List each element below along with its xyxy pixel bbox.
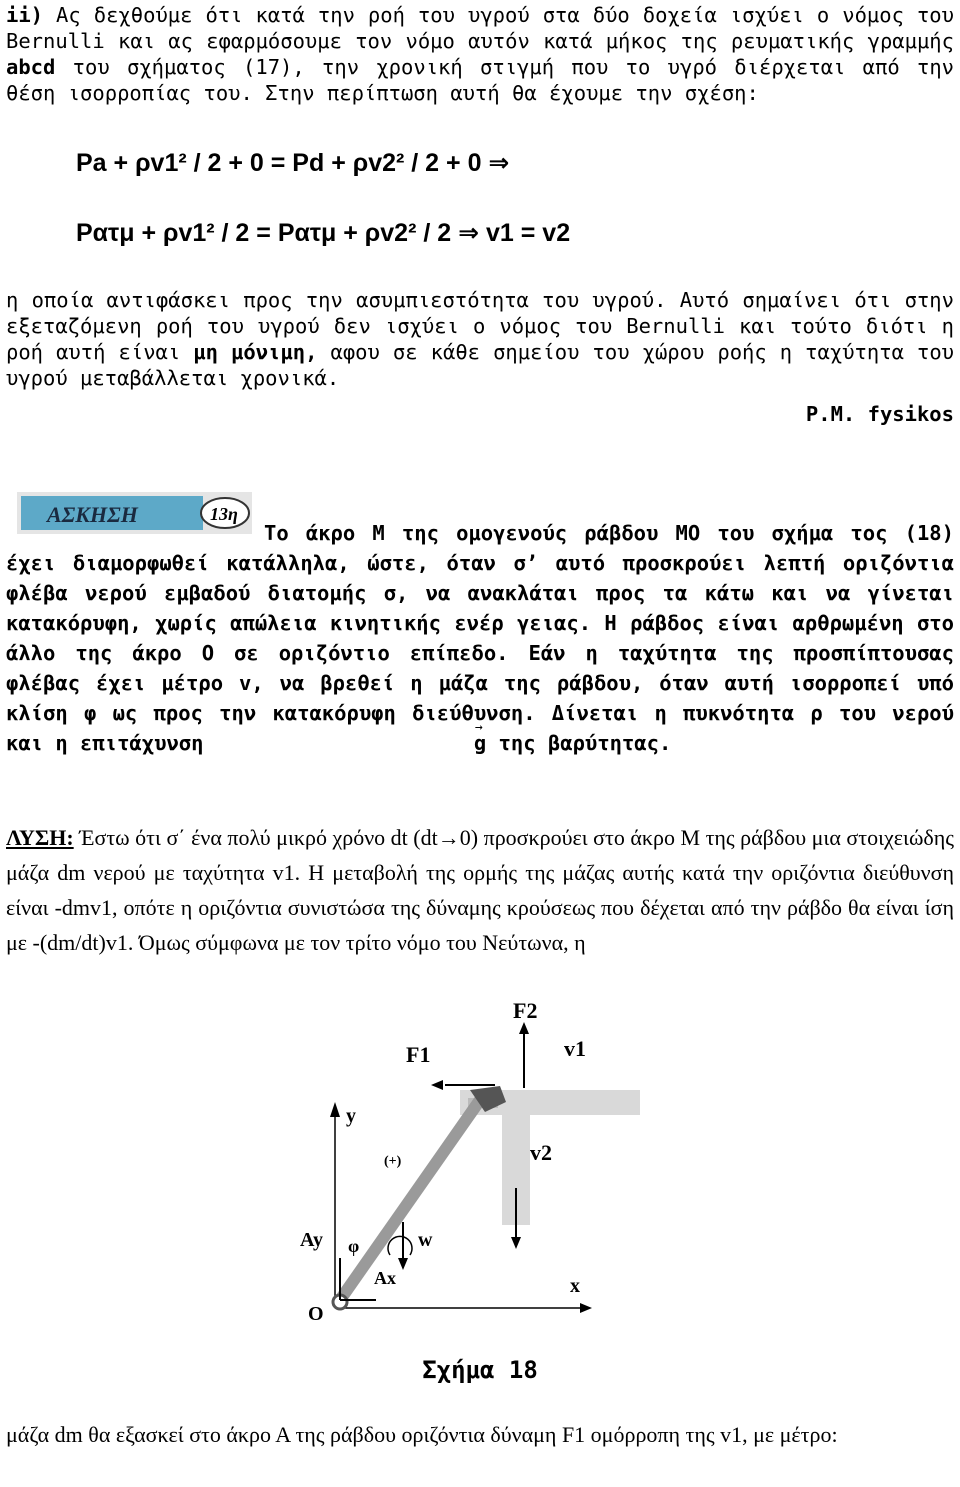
intro-label: ii) bbox=[6, 3, 44, 27]
conclusion-bold: μη μόνιμη, bbox=[193, 340, 318, 364]
figure-caption: Σχήμα 18 bbox=[422, 1356, 538, 1384]
intro-bold-word: abcd bbox=[6, 55, 56, 79]
label-v2: v2 bbox=[530, 1140, 552, 1165]
velocity-v2-head bbox=[511, 1237, 521, 1249]
label-v1: v1 bbox=[564, 1036, 586, 1061]
label-w: w bbox=[418, 1229, 433, 1251]
conclusion-text-1: η οποία αντιφάσκει προς την ασυμπιεστότητα του υγρού. bbox=[6, 288, 667, 312]
weight-w-head bbox=[398, 1258, 408, 1270]
vector-g: → g bbox=[216, 728, 486, 758]
solution-label: ΛΥΣΗ: bbox=[6, 825, 74, 850]
x-axis-arrowhead bbox=[580, 1303, 592, 1313]
badge-text: ΑΣΚΗΣΗ bbox=[47, 502, 138, 527]
label-phi: φ bbox=[348, 1236, 360, 1256]
label-Ax: Ax bbox=[374, 1268, 396, 1288]
conclusion-paragraph bbox=[6, 287, 954, 391]
rod bbox=[340, 1100, 480, 1300]
label-x: x bbox=[570, 1275, 580, 1297]
signature: P.M. fysikos bbox=[805, 402, 954, 426]
exercise-text: Το άκρο Μ της ομογενούς ράβδου ΜΟ του σχήμα τος (18) έχει διαμορφωθεί κατάλληλα, ώστε, όταν σ’ αυτό προσκρούει λεπτή οριζόντια φλέβα νερού εμβαδού διατομής σ, να ανακλάται προς τα κάτω και να γίνεται κατακόρυφη, χωρίς απώλεια κινητικής ενέρ γειας. Η ράβδος είναι αρθρωμένη στο άλλο της άκρο Ο σε οριζόντιο επίπεδο. Εάν η ταχύτητα της προσπίπτουσας φλέβας έχει μέτρο v, να βρεθεί η μάζα της ράβδου, όταν αυτή ισορροπεί υπό κλίση φ ως προς την κατακόρυφη διεύθυνση. Δίνεται η πυκνότητα ρ του νερού και η επιτάχυνση bbox=[6, 521, 954, 755]
label-y: y bbox=[346, 1105, 356, 1127]
equation-2: Pατμ + ρv1² / 2 = Pατμ + ρv2² / 2 ⇒ v1 = v2 bbox=[76, 219, 571, 247]
label-O: O bbox=[308, 1303, 324, 1325]
figure-18 bbox=[280, 990, 720, 1330]
intro-paragraph bbox=[6, 2, 954, 106]
conclusion-text-2: Αυτό σημαίνει ότι στην εξεταζόμενη ροή του υγρού δεν ισχύει ο νόμος του Bernulli και τούτο διότι η ροή αυτή είναι bbox=[6, 288, 954, 364]
equation-1: Pa + ρv1² / 2 + 0 = Pd + ρv2² / 2 + 0 ⇒ bbox=[76, 149, 510, 177]
badge-number: 13η bbox=[210, 504, 238, 524]
ending-paragraph: μάζα dm θα εξασκεί στο άκρο Α της ράβδου οριζόντια δύναμη F1 ομόρροπη της v1, με μέτρο: bbox=[6, 1422, 838, 1447]
solution-paragraph bbox=[6, 820, 954, 960]
rotation-arrow bbox=[388, 1236, 412, 1255]
exercise-text-end: της βαρύτητας. bbox=[498, 731, 672, 755]
label-F1: F1 bbox=[406, 1042, 431, 1067]
label-F2: F2 bbox=[513, 998, 538, 1023]
intro-text-2: του σχήματος (17), την χρονική στιγμή που το υγρό διέρχεται από την θέση ισορροπίας του. Στην περίπτωση αυτή θα έχουμε την σχέση: bbox=[6, 55, 955, 105]
exercise-paragraph bbox=[6, 518, 954, 758]
intro-text: Ας δεχθούμε ότι κατά την ροή του υγρού στα δύο δοχεία ισχύει ο νόμος του Bernulli και ας εφαρμόσουμε τον νόμο αυτόν κατά μήκος της ρευματικής γραμμής bbox=[6, 3, 954, 53]
force-F2-head bbox=[519, 1022, 529, 1034]
y-axis-arrowhead bbox=[330, 1102, 340, 1117]
solution-text: Έστω ότι σ΄ ένα πολύ μικρό χρόνο dt (dt→0) προσκρούει στο άκρο Μ της ράβδου μια στοιχειώδης μάζα dm νερού με ταχύτητα v1. Η μεταβολή της ορμής της μάζας αυτής κατά την οριζόντια διεύθυνση είναι -dmv1, οπότε η οριζόντια συνιστώσα της δύναμης κρούσεως που δέχεται από την ράβδο θα είναι ίση με -(dm/dt)v1. Όμως σύμφωνα με τον τρίτο νόμο του Νεύτωνα, η bbox=[6, 825, 955, 955]
conclusion-text-3: αφου σε κάθε σημείου του χώρου ροής η ταχύτητα του υγρού μεταβάλλεται χρονικά. bbox=[6, 340, 955, 390]
force-F1-head bbox=[431, 1080, 443, 1090]
label-plus: (+) bbox=[384, 1154, 402, 1169]
label-Ay: Ay bbox=[300, 1229, 323, 1251]
